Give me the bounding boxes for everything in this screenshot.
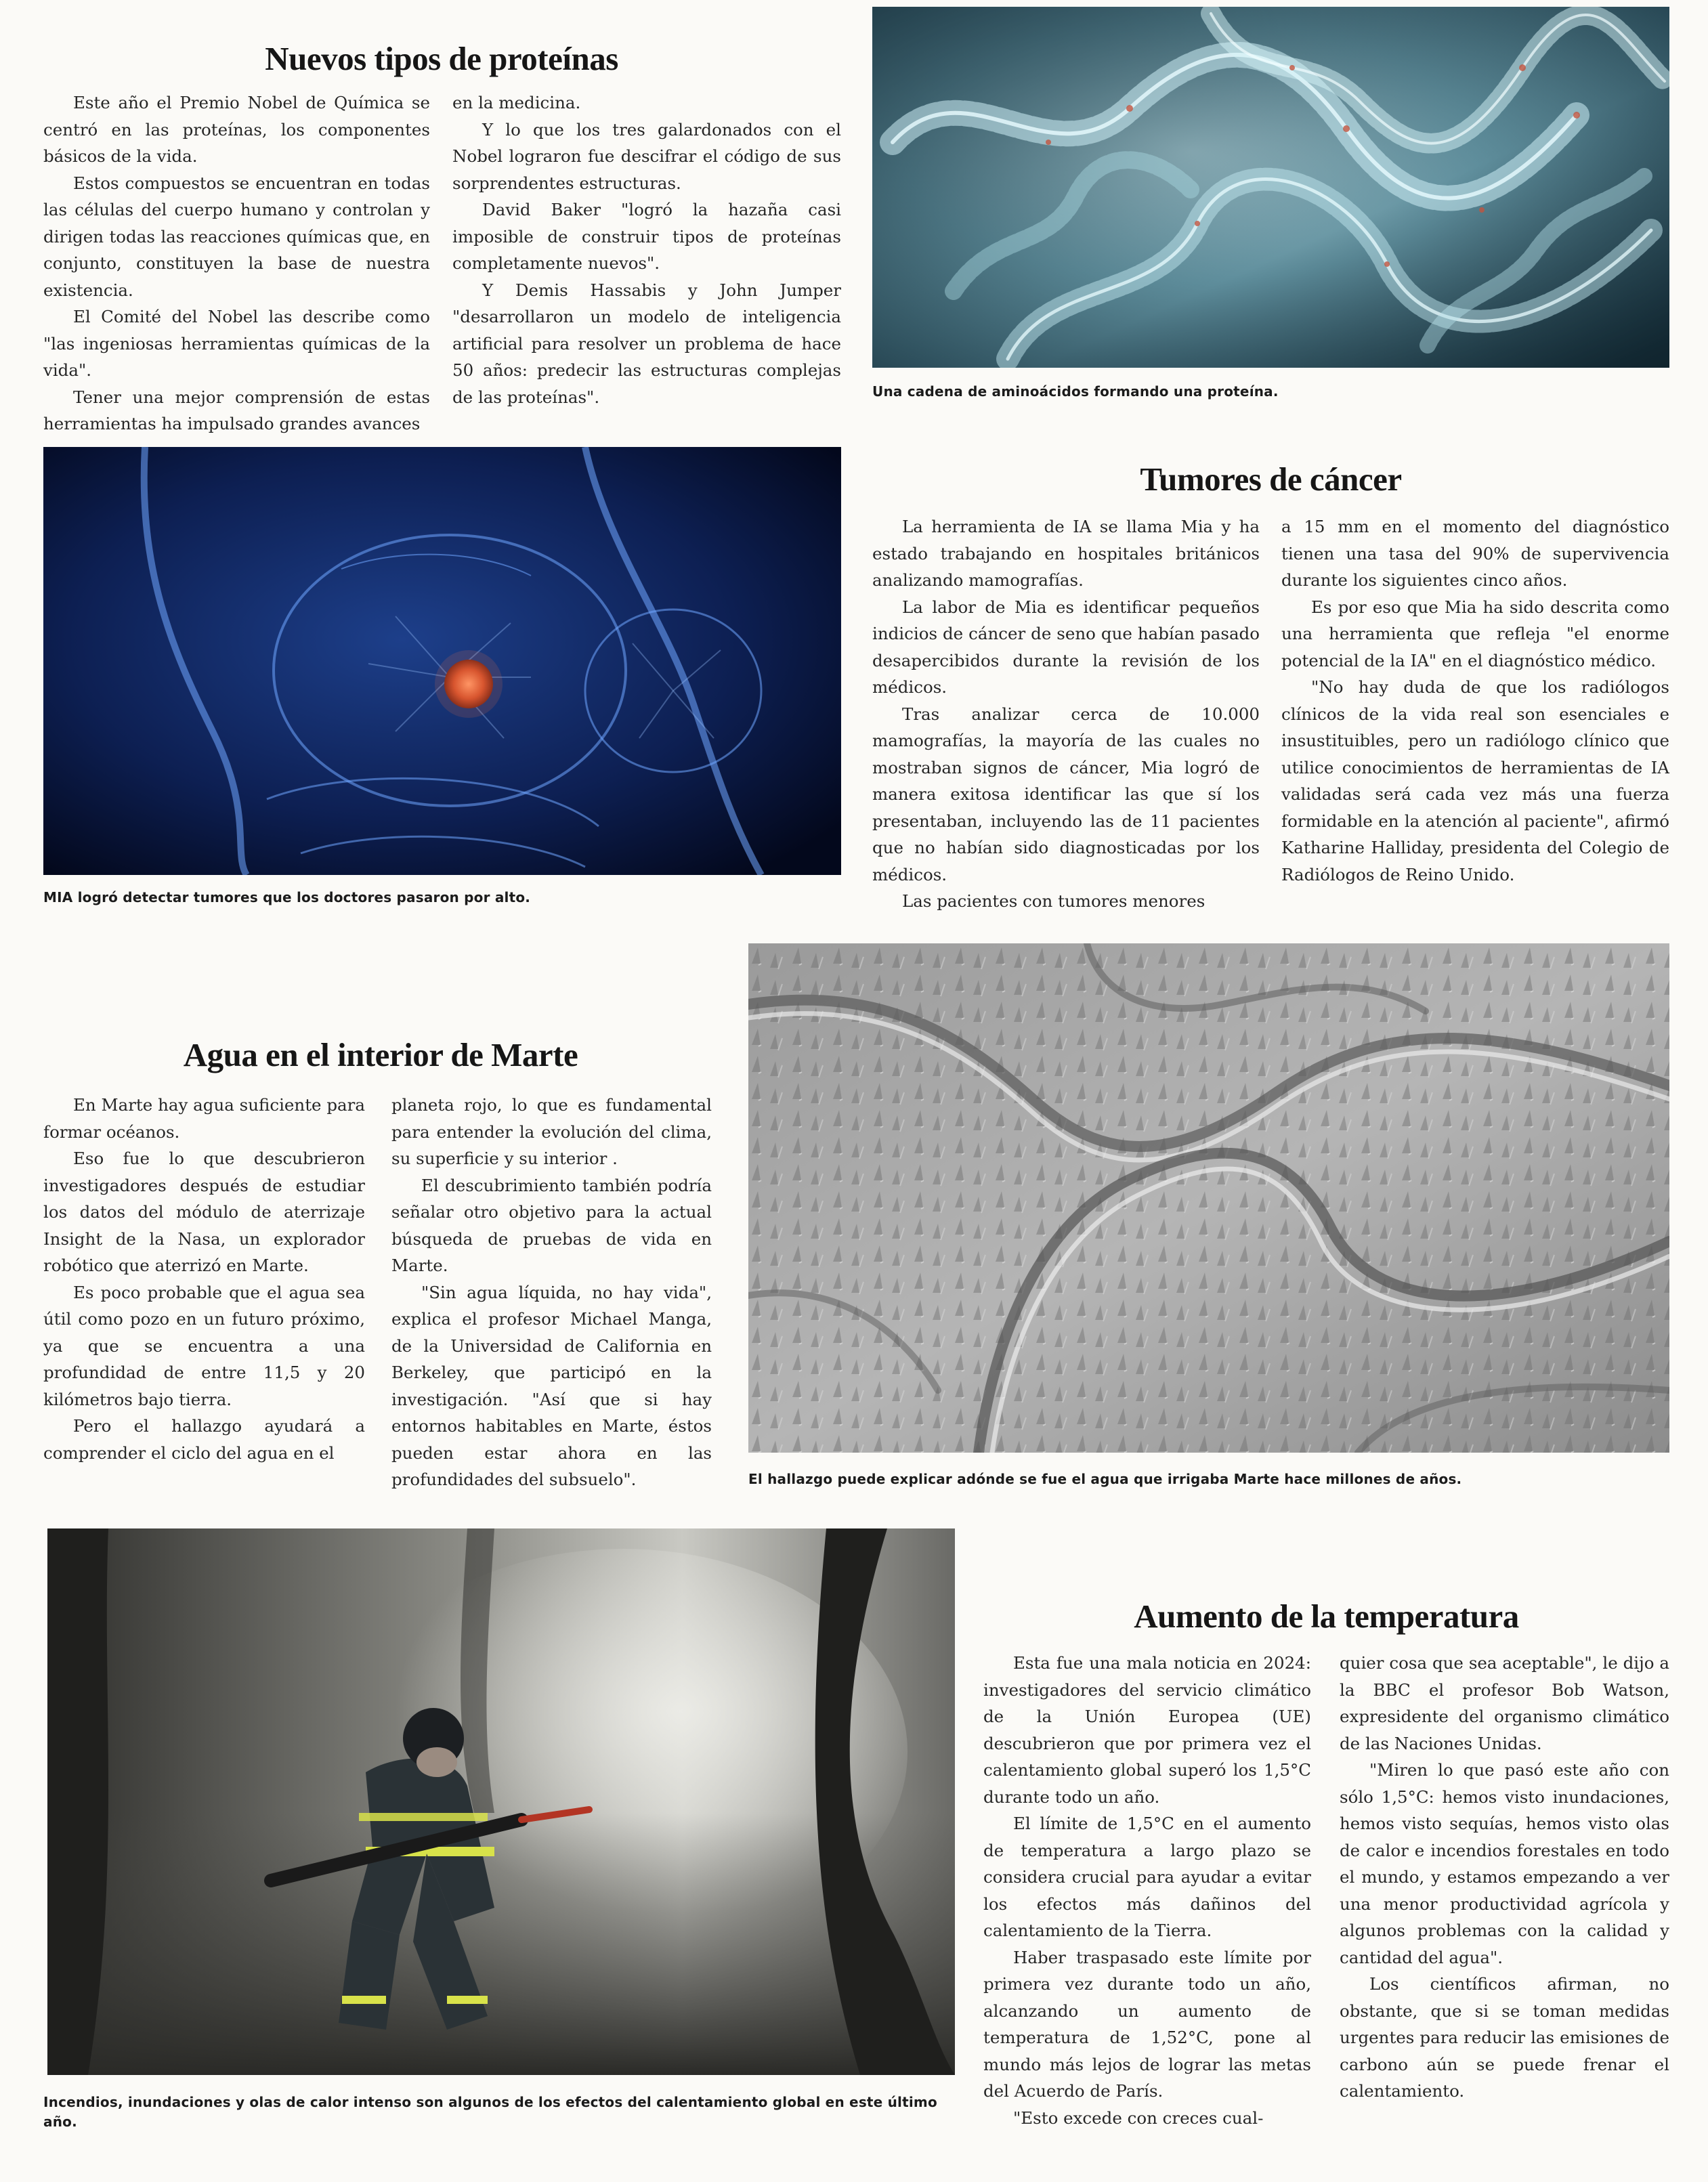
- temperatura-column-2: [1340, 1650, 1669, 2105]
- paragraph: Haber traspasado este límite por primera vez durante todo un año, alcanzando un aumento de temperatura de 1,52°C, pone al mundo más lejos de lograr las metas del Acuerdo de París.: [983, 1947, 1311, 2101]
- paragraph: En Marte hay agua suficiente para formar océanos.: [43, 1095, 365, 1142]
- marte-headline: Agua en el interior de Marte: [183, 1036, 578, 1073]
- paragraph: El descubrimiento también podría señalar otro objetivo para la actual búsqueda de pruebas de vida en Marte.: [391, 1175, 712, 1275]
- paragraph: Tener una mejor comprensión de estas herramientas ha impulsado grandes avances: [43, 387, 430, 433]
- firefighter-image: [47, 1528, 955, 2075]
- marte-caption: El hallazgo puede explicar adónde se fue el agua que irrigaba Marte hace millones de años.: [748, 1471, 1462, 1487]
- paragraph: La herramienta de IA se llama Mia y ha estado trabajando en hospitales británicos analizando mamografías.: [872, 517, 1260, 590]
- paragraph: Los científicos afirman, no obstante, que si se toman medidas urgentes para reducir las emisiones de carbono aún se puede frenar el calentamiento.: [1340, 1974, 1669, 2101]
- cancer-caption: MIA logró detectar tumores que los doctores pasaron por alto.: [43, 889, 531, 905]
- paragraph: Esta fue una mala noticia en 2024: investigadores del servicio climático de la Unión Europea (UE) descubrieron que por primera vez el calentamiento global superó los 1,5°C durante todo un año.: [983, 1653, 1311, 1807]
- paragraph: Pero el hallazgo ayudará a comprender el ciclo del agua en el: [43, 1416, 365, 1463]
- protein-image: [872, 7, 1669, 368]
- paragraph: El límite de 1,5°C en el aumento de temperatura a largo plazo se considera crucial para ayudar a evitar los efectos más dañinos del calentamiento de la Tierra.: [983, 1814, 1311, 1940]
- proteinas-column-1: [43, 89, 430, 437]
- cancer-column-1: [872, 513, 1260, 915]
- temperatura-headline: Aumento de la temperatura: [1134, 1598, 1519, 1635]
- paragraph: "Sin agua líquida, no hay vida", explica el profesor Michael Manga, de la Universidad de California en Berkeley, que participó en la investigación. "Así que si hay entornos habitables en Marte, éstos pueden estar ahora en las profundidades del subsuelo".: [391, 1282, 712, 1489]
- proteinas-caption: Una cadena de aminoácidos formando una proteína.: [872, 383, 1279, 400]
- proteinas-headline: Nuevos tipos de proteínas: [265, 40, 618, 77]
- marte-column-2: [391, 1092, 712, 1493]
- temperatura-column-1: [983, 1650, 1311, 2131]
- paragraph: "No hay duda de que los radiólogos clínicos de la vida real son esenciales e insustituibles, pero un radiólogo clínico que utilice conocimientos de herramientas de IA validadas será cada vez más una fuerza formidable en la atención al paciente", afirmó Katharine Halliday, presidenta del Colegio de Radiólogos de Reino Unido.: [1281, 677, 1669, 884]
- paragraph: Estos compuestos se encuentran en todas las células del cuerpo humano y controlan y dirigen todas las reacciones químicas que, en conjunto, constituyen la base de nuestra existencia.: [43, 173, 430, 300]
- paragraph: quier cosa que sea aceptable", le dijo a la BBC el profesor Bob Watson, expresidente del organismo climático de las Naciones Unidas.: [1340, 1653, 1669, 1753]
- paragraph: a 15 mm en el momento del diagnóstico tienen una tasa del 90% de supervivencia durante los siguientes cinco años.: [1281, 517, 1669, 590]
- paragraph: Y Demis Hassabis y John Jumper "desarrollaron un modelo de inteligencia artificial para resolver un problema de hace 50 años: predecir las estructuras complejas de las proteínas".: [452, 280, 841, 407]
- paragraph: La labor de Mia es identificar pequeños indicios de cáncer de seno que habían pasado desapercibidos durante la revisión de los médicos.: [872, 597, 1260, 697]
- paragraph: Este año el Premio Nobel de Química se centró en las proteínas, los componentes básicos de la vida.: [43, 93, 430, 166]
- mars-surface-image: [748, 943, 1669, 1453]
- paragraph: Eso fue lo que descubrieron investigadores después de estudiar los datos del módulo de aterrizaje Insight de la Nasa, un explorador robótico que aterrizó en Marte.: [43, 1149, 365, 1275]
- paragraph: "Esto excede con creces cual-: [1013, 2108, 1264, 2128]
- paragraph: Tras analizar cerca de 10.000 mamografías, la mayoría de las cuales no mostraban signos de cáncer, Mia logró de manera exitosa identificar las que sí los presentaban, incluyendo las de 11 pacientes que no habían sido diagnosticadas por los médicos.: [872, 704, 1260, 884]
- marte-column-1: [43, 1092, 365, 1466]
- paragraph: David Baker "logró la hazaña casi imposible de construir tipos de proteínas completamente nuevos".: [452, 200, 841, 273]
- temperatura-caption: Incendios, inundaciones y olas de calor intenso son algunos de los efectos del calentamiento global en este último año.: [43, 2094, 937, 2130]
- paragraph: "Miren lo que pasó este año con sólo 1,5°C: hemos visto inundaciones, hemos visto sequías, hemos visto olas de calor e incendios forestales en todo el mundo, y estamos empezando a ver una menor productividad agrícola y algunos problemas con la calidad y cantidad del agua".: [1340, 1760, 1669, 1967]
- paragraph: Es por eso que Mia ha sido descrita como una herramienta que refleja "el enorme potencial de la IA" en el diagnóstico médico.: [1281, 597, 1669, 670]
- breast-tumor-image: [43, 447, 841, 875]
- cancer-column-2: [1281, 513, 1669, 888]
- paragraph: planeta rojo, lo que es fundamental para entender la evolución del clima, su superficie y su interior .: [391, 1095, 712, 1168]
- cancer-headline: Tumores de cáncer: [1140, 461, 1402, 498]
- paragraph: Es poco probable que el agua sea útil como pozo en un futuro próximo, ya que se encuentra a una profundidad de entre 11,5 y 20 kilómetros bajo tierra.: [43, 1282, 365, 1409]
- paragraph: en la medicina.: [452, 93, 581, 112]
- paragraph: Y lo que los tres galardonados con el Nobel lograron fue descifrar el código de sus sorprendentes estructuras.: [452, 119, 841, 193]
- paragraph: Las pacientes con tumores menores: [902, 891, 1205, 911]
- proteinas-column-2: [452, 89, 841, 410]
- paragraph: El Comité del Nobel las describe como "las ingeniosas herramientas químicas de la vida".: [43, 307, 430, 380]
